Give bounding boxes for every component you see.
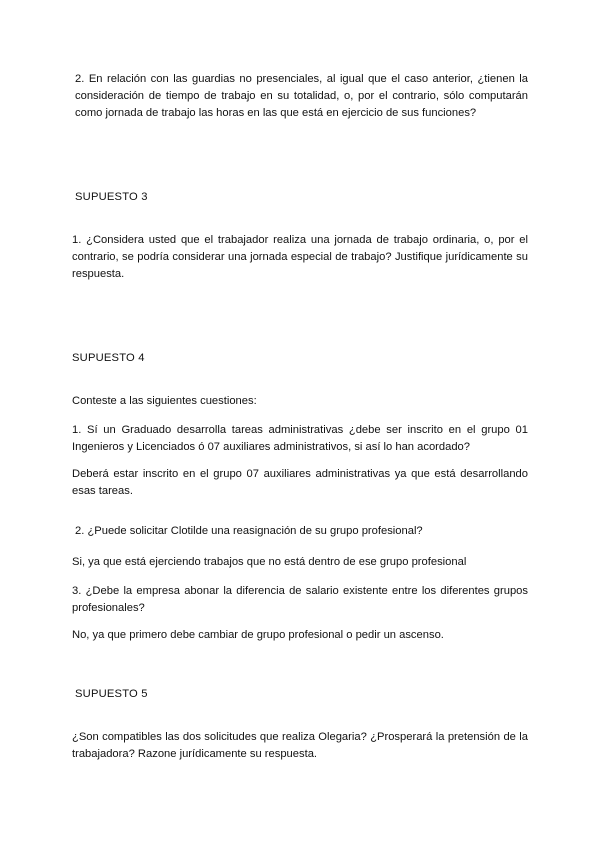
supuesto-4-question-2: 2. ¿Puede solicitar Clotilde una reasignación de su grupo profesional?: [75, 525, 423, 537]
supuesto-3-heading: SUPUESTO 3: [75, 191, 148, 203]
supuesto-5-heading: SUPUESTO 5: [75, 688, 148, 700]
supuesto-4-question-1: 1. Sí un Graduado desarrolla tareas administrativas ¿debe ser inscrito en el grupo 01 Ingenieros y Licenciados ó 07 auxiliares administrativos, si así lo han acordado?: [72, 424, 528, 453]
supuesto-4-question-3: 3. ¿Debe la empresa abonar la diferencia de salario existente entre los diferentes grupos profesionales?: [72, 585, 528, 614]
supuesto-4-answer-3: No, ya que primero debe cambiar de grupo profesional o pedir un ascenso.: [72, 629, 444, 641]
supuesto-5-question-1: ¿Son compatibles las dos solicitudes que realiza Olegaria? ¿Prosperará la pretensión de la trabajadora? Razone jurídicamente su respuesta.: [72, 731, 528, 760]
question-2-guardias: 2. En relación con las guardias no presenciales, al igual que el caso anterior, ¿tienen la consideración de tiempo de trabajo en su totalidad, o, por el contrario, sólo computarán como jornada de trabajo las horas en las que está en ejercicio de sus funciones?: [75, 73, 528, 119]
supuesto-4-intro: Conteste a las siguientes cuestiones:: [72, 395, 257, 407]
supuesto-4-answer-1: Deberá estar inscrito en el grupo 07 auxiliares administrativas ya que está desarrollando esas tareas.: [72, 468, 528, 497]
supuesto-4-heading: SUPUESTO 4: [72, 352, 145, 364]
supuesto-4-answer-2: Si, ya que está ejerciendo trabajos que no está dentro de ese grupo profesional: [72, 556, 467, 568]
supuesto-3-question-1: 1. ¿Considera usted que el trabajador realiza una jornada de trabajo ordinaria, o, por el contrario, se podría considerar una jornada especial de trabajo? Justifique jurídicamente su respuesta.: [72, 234, 528, 280]
